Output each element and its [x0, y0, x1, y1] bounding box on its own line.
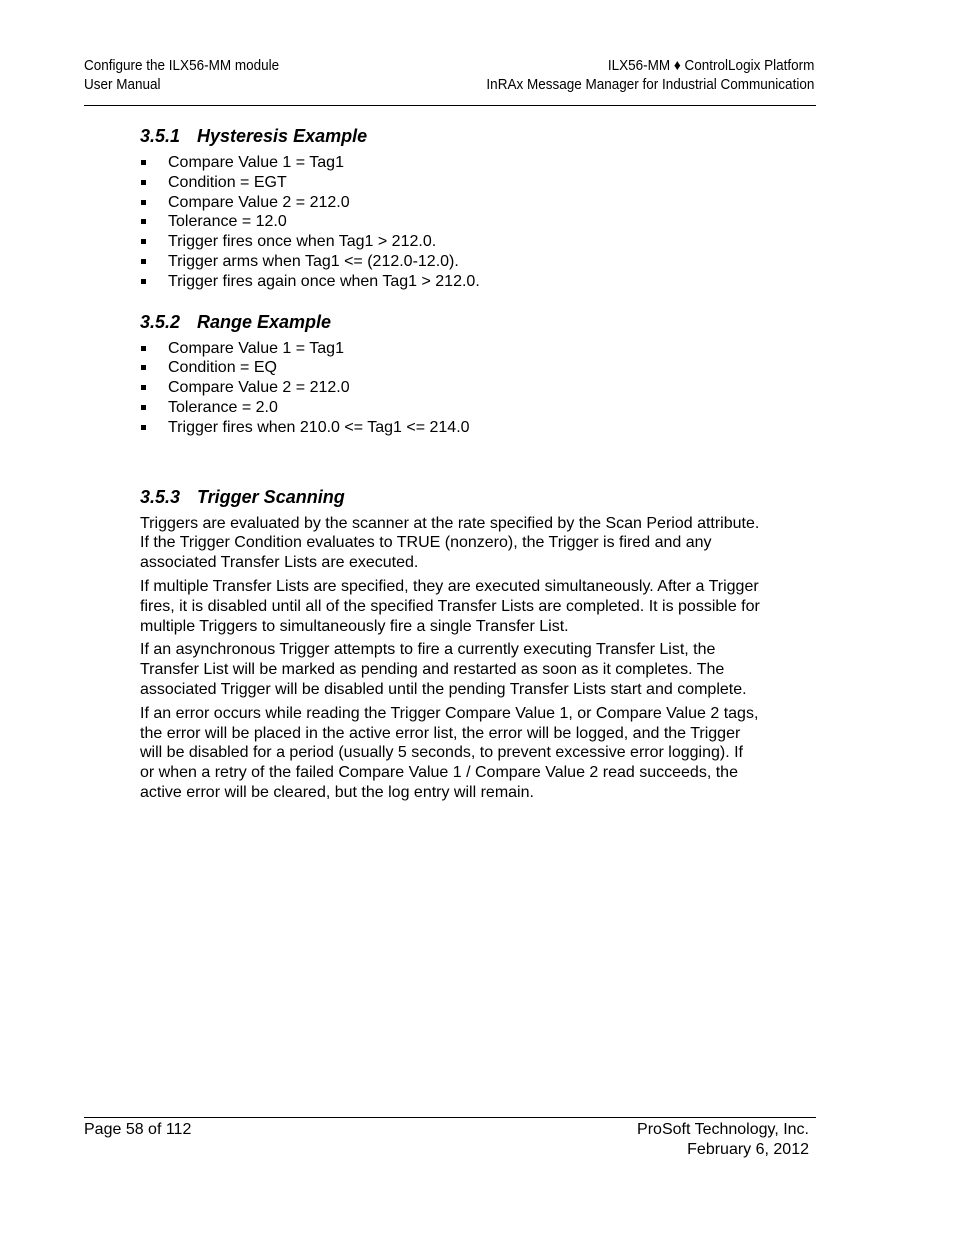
bullet-icon — [141, 346, 146, 351]
list-item: Compare Value 1 = Tag1 — [140, 339, 760, 359]
bullet-icon — [141, 425, 146, 430]
header-right — [486, 56, 814, 94]
footer-date: February 6, 2012 — [687, 1141, 809, 1158]
list-item: Trigger fires again once when Tag1 > 212.0. — [140, 272, 760, 292]
trigger-scanning-body — [140, 514, 760, 803]
bullet-icon — [141, 219, 146, 224]
hysteresis-list — [140, 153, 760, 292]
section-title: Trigger Scanning — [197, 486, 345, 507]
section-title: Hysteresis Example — [197, 126, 368, 146]
paragraph: If an error occurs while reading the Trigger Compare Value 1, or Compare Value 2 tags, the error will be placed in the active error list, the error will be logged, and the Trigger will be disabled for a period (usually 5 seconds, to prevent excessive error logging). If or when a retry of the failed Compare Value 1 / Compare Value 2 read succeeds, the active error will be cleared, but the log entry will remain. — [140, 704, 759, 801]
bullet-icon — [141, 200, 146, 205]
section-title: Range Example — [197, 311, 332, 332]
list-item: Trigger fires once when Tag1 > 212.0. — [140, 232, 760, 252]
header-product-description: InRAx Message Manager for Industrial Communication — [486, 76, 814, 93]
section-number: 3.5.1 — [140, 126, 181, 146]
bullet-icon — [141, 160, 146, 165]
header-module-title: Configure the ILX56-MM module — [84, 57, 280, 74]
header-doc-type: User Manual — [84, 76, 161, 93]
list-item: Compare Value 2 = 212.0 — [140, 378, 760, 398]
list-item: Compare Value 2 = 212.0 — [140, 193, 760, 213]
section-heading-range — [140, 310, 760, 334]
bullet-icon — [141, 259, 146, 264]
bullet-icon — [141, 405, 146, 410]
list-item: Trigger arms when Tag1 <= (212.0-12.0). — [140, 252, 760, 272]
section-heading-hysteresis — [140, 124, 760, 148]
footer-company: ProSoft Technology, Inc. — [637, 1121, 809, 1138]
paragraph: If multiple Transfer Lists are specified, they are executed simultaneously. After a Trigger fires, it is disabled until all of the specified Transfer Lists are completed. It is possible for multiple Triggers to simultaneously fire a single Transfer List. — [140, 577, 760, 635]
page-content — [140, 124, 760, 807]
section-number: 3.5.3 — [140, 486, 181, 507]
header-left — [84, 56, 279, 94]
bullet-icon — [141, 385, 146, 390]
list-item: Tolerance = 12.0 — [140, 212, 760, 232]
section-number: 3.5.2 — [140, 311, 181, 332]
page-number: Page 58 of 112 — [84, 1121, 192, 1138]
bullet-icon — [141, 239, 146, 244]
list-item: Condition = EQ — [140, 358, 760, 378]
bullet-icon — [141, 279, 146, 284]
list-item: Trigger fires when 210.0 <= Tag1 <= 214.0 — [140, 418, 760, 438]
header-product: ILX56-MM ♦ ControlLogix Platform — [607, 57, 814, 74]
section-heading-trigger-scanning — [140, 485, 760, 509]
bullet-icon — [141, 180, 146, 185]
list-item: Tolerance = 2.0 — [140, 398, 760, 418]
paragraph: If an asynchronous Trigger attempts to fire a currently executing Transfer List, the Transfer List will be marked as pending and restarted as soon as it completes. The associated Trigger will be disabled until the pending Transfer Lists start and complete. — [140, 641, 747, 698]
header-divider — [84, 105, 816, 106]
list-item: Condition = EGT — [140, 173, 760, 193]
bullet-icon — [141, 365, 146, 370]
paragraph: Triggers are evaluated by the scanner at the rate specified by the Scan Period attribute. If the Trigger Condition evaluates to TRUE (nonzero), the Trigger is fired and any associated Transfer Lists are executed. — [140, 514, 760, 572]
footer-right — [637, 1120, 809, 1160]
list-item: Compare Value 1 = Tag1 — [140, 153, 760, 173]
range-list — [140, 339, 760, 438]
footer-divider — [84, 1117, 816, 1118]
